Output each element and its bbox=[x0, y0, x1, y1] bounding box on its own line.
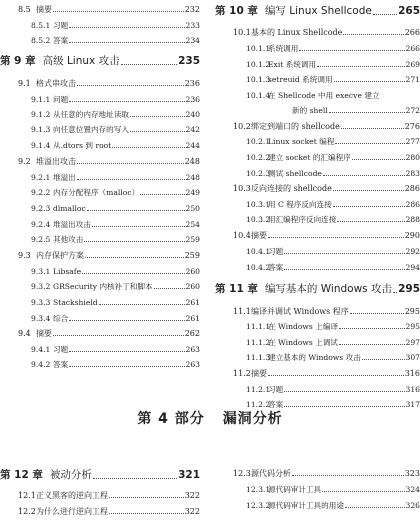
page-number: 295 bbox=[398, 283, 420, 295]
leader-dots bbox=[373, 14, 397, 15]
entry-number: 8.5 bbox=[18, 5, 31, 14]
page-number: 232 bbox=[184, 5, 200, 14]
leader-dots bbox=[77, 163, 184, 164]
toc-entry bbox=[0, 80, 205, 88]
leader-dots bbox=[268, 237, 404, 238]
toc-entry bbox=[0, 126, 205, 134]
entry-number: 11.1.3 bbox=[246, 353, 271, 362]
entry-number: 11.2.1 bbox=[246, 385, 271, 394]
entry-title: 内存保护方案 bbox=[36, 251, 84, 260]
entry-number: 9.1 bbox=[18, 79, 31, 88]
page-number: 260 bbox=[185, 282, 200, 291]
entry-number: 11.1 bbox=[233, 307, 251, 316]
leader-dots bbox=[393, 292, 397, 293]
page-number: 259 bbox=[185, 235, 200, 244]
leader-dots bbox=[362, 359, 405, 360]
page-number: 297 bbox=[405, 338, 420, 347]
entry-number: 第 10 章 bbox=[215, 5, 258, 17]
page-number: 240 bbox=[185, 110, 200, 119]
entry-title: 源代码审计工具 bbox=[268, 485, 322, 494]
page-number: 234 bbox=[185, 36, 200, 45]
page-number: 295 bbox=[404, 307, 420, 316]
entry-title: 从任意的内存地址读取 bbox=[53, 110, 129, 119]
entry-number: 9.3.2 bbox=[31, 282, 51, 291]
entry-title: 测试 shellcode bbox=[268, 169, 322, 178]
entry-number: 12.2 bbox=[18, 507, 36, 516]
toc-entry bbox=[215, 248, 420, 256]
leader-dots bbox=[333, 190, 404, 191]
leader-dots bbox=[69, 42, 184, 43]
toc-entry bbox=[0, 142, 205, 150]
toc-entry bbox=[0, 330, 205, 338]
entry-number: 10.1.1 bbox=[246, 44, 271, 53]
chapter-entry bbox=[0, 470, 205, 481]
entry-title: 内存分配程序（malloc） bbox=[53, 188, 140, 197]
leader-dots bbox=[299, 50, 404, 51]
entry-number: 9.1.2 bbox=[31, 110, 51, 119]
toc-entry bbox=[0, 492, 205, 500]
toc-entry bbox=[0, 221, 205, 229]
leader-dots bbox=[130, 116, 185, 117]
page-number: 276 bbox=[404, 122, 420, 131]
entry-number: 10.1.3 bbox=[246, 75, 271, 84]
entry-title: Stackshield bbox=[53, 298, 98, 307]
entry-title: 编写 Linux Shellcode bbox=[264, 5, 372, 17]
leader-dots bbox=[339, 328, 404, 329]
entry-title: 基本的 Linux Shellcode bbox=[251, 28, 343, 37]
entry-title: 习题 bbox=[53, 345, 69, 354]
entry-title: 问题 bbox=[53, 95, 69, 104]
entry-number: 10.1.4 bbox=[246, 91, 271, 100]
leader-dots bbox=[329, 112, 405, 113]
page-number: 261 bbox=[185, 314, 200, 323]
entry-number: 8.5.2 bbox=[31, 36, 51, 45]
leader-dots bbox=[53, 335, 184, 336]
toc-entry bbox=[0, 283, 205, 291]
leader-dots bbox=[84, 241, 184, 242]
toc-entry bbox=[215, 170, 420, 178]
page-number: 266 bbox=[404, 28, 420, 37]
toc-entry bbox=[215, 107, 420, 115]
entry-title: 习题 bbox=[268, 385, 284, 394]
leader-dots bbox=[284, 391, 404, 392]
leader-dots bbox=[53, 11, 184, 12]
entry-number: 10.2.1 bbox=[246, 137, 271, 146]
entry-number: 8.5.1 bbox=[31, 21, 51, 30]
toc-entry bbox=[0, 315, 205, 323]
leader-dots bbox=[350, 313, 404, 314]
entry-number: 9.2.2 bbox=[31, 188, 51, 197]
toc-entry bbox=[0, 508, 205, 516]
entry-number: 9.3 bbox=[18, 251, 31, 260]
toc-entry bbox=[215, 502, 420, 510]
toc-entry bbox=[215, 76, 420, 84]
page-number: 295 bbox=[405, 322, 420, 331]
toc-entry bbox=[215, 354, 420, 362]
leader-dots bbox=[82, 273, 184, 274]
page-number: 254 bbox=[185, 220, 200, 229]
leader-dots bbox=[334, 81, 405, 82]
page-number: 324 bbox=[405, 485, 420, 494]
entry-title: 系统调用 bbox=[268, 44, 299, 53]
chapter-entry bbox=[0, 56, 205, 67]
page-number: 233 bbox=[185, 21, 200, 30]
leader-dots bbox=[109, 513, 184, 514]
leader-dots bbox=[322, 491, 404, 492]
page-number: 260 bbox=[185, 267, 200, 276]
entry-number: 10.3.2 bbox=[246, 215, 271, 224]
entry-number: 9.2 bbox=[18, 157, 31, 166]
entry-number: 9.4.1 bbox=[31, 345, 51, 354]
toc-entry bbox=[0, 361, 205, 369]
page-number: 316 bbox=[405, 385, 420, 394]
entry-number: 10.3.1 bbox=[246, 200, 271, 209]
page-number: 286 bbox=[404, 184, 420, 193]
entry-number: 9.2.4 bbox=[31, 220, 51, 229]
leader-dots bbox=[268, 375, 404, 376]
entry-number: 10.3 bbox=[233, 184, 251, 193]
leader-dots bbox=[352, 159, 405, 160]
entry-title: Libsafe bbox=[53, 267, 82, 276]
toc-entry bbox=[215, 92, 420, 100]
leader-dots bbox=[77, 179, 185, 180]
entry-number: 10.2.2 bbox=[246, 153, 271, 162]
entry-number: 12.3.2 bbox=[246, 501, 271, 510]
leader-dots bbox=[77, 85, 184, 86]
entry-number: 9.1.1 bbox=[31, 95, 51, 104]
page-number: 280 bbox=[405, 153, 420, 162]
page-number: 249 bbox=[185, 188, 200, 197]
page-number: 263 bbox=[185, 345, 200, 354]
entry-title: 建立 socket 的汇编程序 bbox=[268, 153, 351, 162]
entry-number: 12.3.1 bbox=[246, 485, 271, 494]
toc-entry bbox=[0, 6, 205, 14]
entry-title: 用 C 程序反向连接 bbox=[268, 200, 332, 209]
entry-number: 12.1 bbox=[18, 491, 36, 500]
page-number: 316 bbox=[404, 369, 420, 378]
entry-number: 10.2 bbox=[233, 122, 251, 131]
toc-entry bbox=[0, 37, 205, 45]
page-number: 266 bbox=[405, 44, 420, 53]
entry-title: 在 Windows 上编译 bbox=[268, 322, 339, 331]
entry-title: 从.dtors 到 root bbox=[53, 141, 112, 150]
entry-number: 第 9 章 bbox=[0, 55, 36, 67]
part-label: 第 4 部分 bbox=[137, 411, 205, 427]
entry-title: 为什么进行逆向工程 bbox=[36, 507, 108, 516]
toc-entry bbox=[215, 264, 420, 272]
entry-number: 11.2 bbox=[233, 369, 251, 378]
entry-number: 9.1.3 bbox=[31, 125, 51, 134]
toc-entry bbox=[215, 370, 420, 378]
leader-dots bbox=[284, 253, 404, 254]
entry-title: 高级 Linux 攻击 bbox=[42, 55, 120, 67]
page-number: 322 bbox=[184, 507, 200, 516]
entry-title: 新的 shell bbox=[292, 106, 328, 115]
entry-title: 正义黑客的逆向工程 bbox=[36, 491, 108, 500]
entry-title: 编写基本的 Windows 攻击 bbox=[264, 283, 392, 295]
toc-entry bbox=[215, 138, 420, 146]
page-number: 259 bbox=[184, 251, 200, 260]
page-number: 250 bbox=[185, 204, 200, 213]
toc-entry bbox=[0, 174, 205, 182]
leader-dots bbox=[154, 288, 185, 289]
part-title: 漏洞分析 bbox=[222, 411, 283, 427]
entry-number: 9.3.3 bbox=[31, 298, 51, 307]
leader-dots bbox=[284, 406, 404, 407]
entry-title: 摘要 bbox=[36, 5, 52, 14]
entry-title: 其他攻击 bbox=[53, 235, 84, 244]
entry-title: 答案 bbox=[268, 400, 284, 409]
entry-number: 10.4 bbox=[233, 231, 251, 240]
toc-entry bbox=[215, 154, 420, 162]
entry-number: 11.1.1 bbox=[246, 322, 271, 331]
entry-title: 答案 bbox=[53, 360, 69, 369]
leader-dots bbox=[140, 194, 184, 195]
page-number: 317 bbox=[405, 400, 420, 409]
entry-title: 综合 bbox=[53, 314, 69, 323]
leader-dots bbox=[130, 131, 185, 132]
leader-dots bbox=[69, 27, 184, 28]
entry-number: 第 12 章 bbox=[0, 469, 43, 481]
toc-entry bbox=[215, 61, 420, 69]
page-number: 323 bbox=[404, 469, 420, 478]
entry-title: 在 Windows 上调试 bbox=[268, 338, 339, 347]
toc-entry bbox=[0, 189, 205, 197]
entry-title: 反向连接的 shellcode bbox=[251, 184, 332, 193]
entry-title: 被动分析 bbox=[49, 469, 92, 481]
entry-title: 摘要 bbox=[251, 231, 267, 240]
toc-entry bbox=[215, 232, 420, 240]
toc-entry bbox=[215, 216, 420, 224]
page-number: 262 bbox=[184, 329, 200, 338]
leader-dots bbox=[121, 64, 177, 65]
toc-entry bbox=[0, 22, 205, 30]
leader-dots bbox=[69, 351, 184, 352]
leader-dots bbox=[333, 206, 405, 207]
toc-entry bbox=[0, 299, 205, 307]
entry-title: 摘要 bbox=[36, 329, 52, 338]
page-number: 269 bbox=[405, 60, 420, 69]
entry-number: 9.3.1 bbox=[31, 267, 51, 276]
page-number: 236 bbox=[184, 79, 200, 88]
entry-title: 在 Shellcode 中用 execve 建立 bbox=[268, 91, 380, 100]
leader-dots bbox=[99, 304, 185, 305]
page-number: 263 bbox=[185, 360, 200, 369]
page-number: 322 bbox=[184, 491, 200, 500]
toc-entry bbox=[215, 201, 420, 209]
toc-entry bbox=[0, 346, 205, 354]
leader-dots bbox=[335, 143, 404, 144]
entry-title: 堆溢出攻击 bbox=[36, 157, 76, 166]
entry-number: 9.2.3 bbox=[31, 204, 51, 213]
leader-dots bbox=[69, 320, 184, 321]
leader-dots bbox=[69, 101, 184, 102]
toc-entry bbox=[215, 386, 420, 394]
page-number: 294 bbox=[405, 263, 420, 272]
entry-title: 源代码审计工具的用途 bbox=[268, 501, 344, 510]
page-number: 235 bbox=[178, 55, 200, 67]
page-number: 288 bbox=[405, 215, 420, 224]
toc-entry bbox=[215, 29, 420, 37]
entry-title: 堆溢出 bbox=[53, 173, 76, 182]
leader-dots bbox=[69, 366, 184, 367]
entry-number: 9.2.1 bbox=[31, 173, 51, 182]
toc-entry bbox=[215, 123, 420, 131]
entry-number: 11.1.2 bbox=[246, 338, 271, 347]
entry-number: 12.3 bbox=[233, 469, 251, 478]
page-number: 261 bbox=[185, 298, 200, 307]
entry-number: 10.4.1 bbox=[246, 247, 271, 256]
chapter-entry bbox=[215, 284, 420, 295]
entry-title: 习题 bbox=[53, 21, 69, 30]
entry-title: 用汇编程序反向连接 bbox=[268, 215, 337, 224]
page-number: 248 bbox=[184, 157, 200, 166]
entry-number: 10.4.2 bbox=[246, 263, 271, 272]
page-number: 242 bbox=[185, 125, 200, 134]
leader-dots bbox=[292, 475, 404, 476]
entry-number: 10.1 bbox=[233, 28, 251, 37]
entry-title: 建立基本的 Windows 攻击 bbox=[268, 353, 361, 362]
entry-title: setreuid 系统调用 bbox=[268, 75, 333, 84]
entry-number: 9.4 bbox=[18, 329, 31, 338]
page-number: 265 bbox=[398, 5, 420, 17]
leader-dots bbox=[337, 221, 404, 222]
entry-title: 绑定到端口的 shellcode bbox=[251, 122, 340, 131]
toc-entry bbox=[215, 45, 420, 53]
entry-number: 第 11 章 bbox=[215, 283, 258, 295]
leader-dots bbox=[343, 34, 403, 35]
toc-entry bbox=[0, 111, 205, 119]
entry-title: 答案 bbox=[268, 263, 284, 272]
toc-entry bbox=[0, 205, 205, 213]
entry-number: 10.2.3 bbox=[246, 169, 271, 178]
entry-title: dlmalloc bbox=[53, 204, 86, 213]
entry-title: 源代码分析 bbox=[251, 469, 291, 478]
page-number: 286 bbox=[405, 200, 420, 209]
leader-dots bbox=[93, 478, 177, 479]
entry-number: 9.4.2 bbox=[31, 360, 51, 369]
leader-dots bbox=[284, 269, 404, 270]
page-number: 272 bbox=[405, 106, 420, 115]
page-number: 292 bbox=[405, 247, 420, 256]
entry-title: 格式串攻击 bbox=[36, 79, 76, 88]
chapter-entry bbox=[215, 6, 420, 17]
entry-title: 习题 bbox=[268, 247, 284, 256]
leader-dots bbox=[339, 344, 404, 345]
leader-dots bbox=[85, 257, 184, 258]
toc-entry bbox=[215, 486, 420, 494]
toc-entry bbox=[0, 158, 205, 166]
toc-entry bbox=[215, 470, 420, 478]
entry-title: 答案 bbox=[53, 36, 69, 45]
part-heading bbox=[0, 408, 420, 428]
toc-entry bbox=[215, 323, 420, 331]
leader-dots bbox=[87, 210, 185, 211]
page-number: 236 bbox=[185, 95, 200, 104]
leader-dots bbox=[109, 497, 184, 498]
page-number: 277 bbox=[405, 137, 420, 146]
page-number: 271 bbox=[405, 75, 420, 84]
toc-entry bbox=[215, 339, 420, 347]
entry-title: 编译并调试 Windows 程序 bbox=[251, 307, 349, 316]
toc-entry bbox=[215, 185, 420, 193]
entry-number: 11.2.2 bbox=[246, 400, 271, 409]
entry-title: 向任意位置内存的写入 bbox=[53, 125, 129, 134]
entry-number: 9.3.4 bbox=[31, 314, 51, 323]
page-number: 248 bbox=[185, 173, 200, 182]
page-number: 326 bbox=[405, 501, 420, 510]
leader-dots bbox=[92, 226, 185, 227]
entry-title: Linux socket 编程 bbox=[268, 137, 335, 146]
page-number: 307 bbox=[405, 353, 420, 362]
leader-dots bbox=[317, 66, 404, 67]
entry-number: 10.1.2 bbox=[246, 60, 271, 69]
entry-number: 9.2.5 bbox=[31, 235, 51, 244]
leader-dots bbox=[341, 128, 404, 129]
entry-number: 9.1.4 bbox=[31, 141, 51, 150]
toc-entry bbox=[0, 252, 205, 260]
page-number: 321 bbox=[178, 469, 200, 481]
page-number: 244 bbox=[185, 141, 200, 150]
leader-dots bbox=[345, 507, 405, 508]
leader-dots bbox=[323, 175, 405, 176]
leader-dots bbox=[112, 147, 184, 148]
toc-entry bbox=[0, 96, 205, 104]
toc-entry bbox=[215, 308, 420, 316]
entry-title: Exit 系统调用 bbox=[268, 60, 317, 69]
page-number: 290 bbox=[404, 231, 420, 240]
page-number: 283 bbox=[405, 169, 420, 178]
toc-entry bbox=[0, 268, 205, 276]
toc-entry bbox=[0, 236, 205, 244]
entry-title: 堆溢出攻击 bbox=[53, 220, 91, 229]
entry-title: 摘要 bbox=[251, 369, 267, 378]
entry-title: GRSecurity 内核补丁和脚本 bbox=[53, 282, 153, 291]
